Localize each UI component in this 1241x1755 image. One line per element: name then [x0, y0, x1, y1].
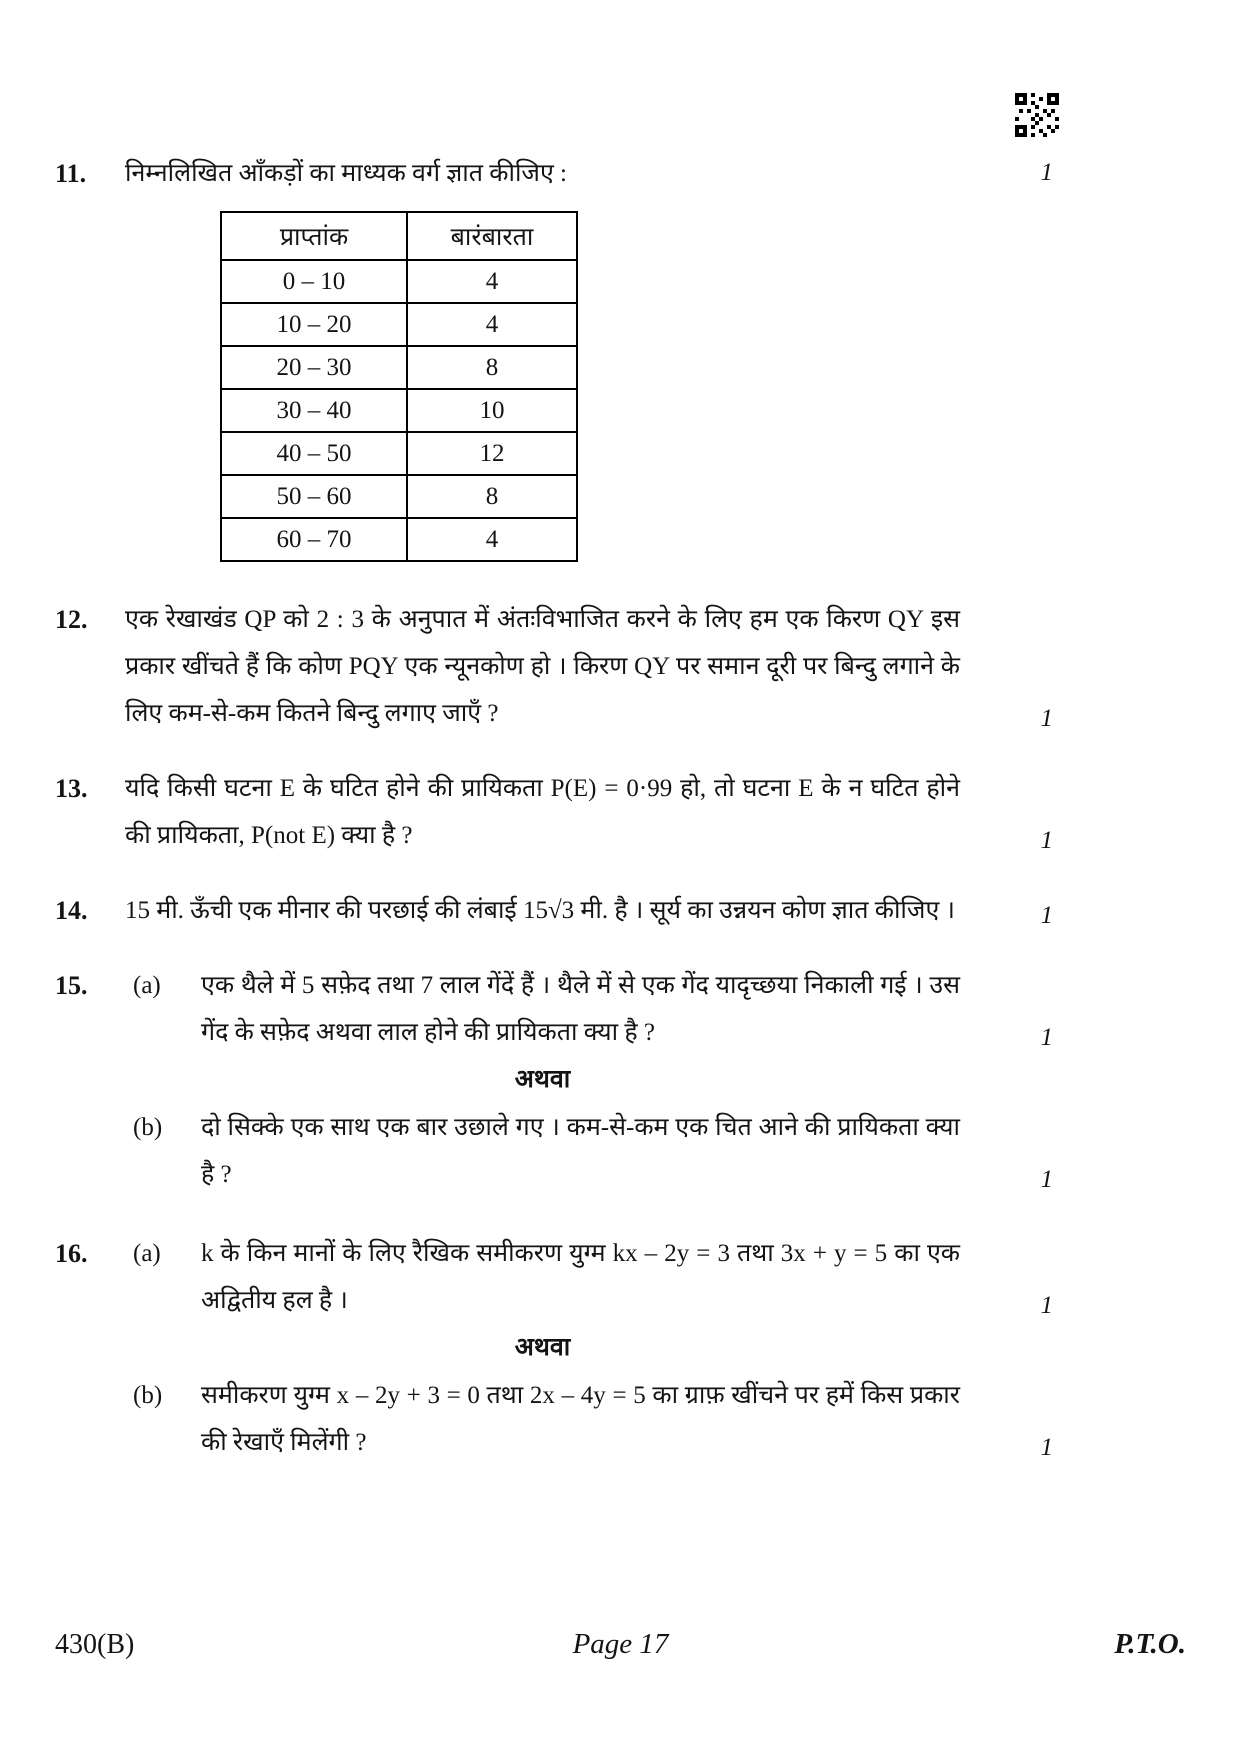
- part-text: k के किन मानों के लिए रैखिक समीकरण युग्म kx – 2y = 3 तथा 3x + y = 5 का एक अद्वितीय हल है ।: [201, 1240, 960, 1314]
- part-text: समीकरण युग्म x – 2y + 3 = 0 तथा 2x – 4y = 5 का ग्राफ़ खींचने पर हमें किस प्रकार की रेखाएँ मिलेंगी ?: [201, 1382, 960, 1456]
- question-part-a: [125, 962, 1055, 1056]
- part-label: (a): [133, 972, 161, 999]
- marks-value: 1: [1040, 159, 1053, 186]
- question-part-b: [125, 1104, 1055, 1198]
- question-16: [55, 1230, 1055, 1470]
- table-row: [221, 260, 577, 303]
- question-14: [55, 887, 1055, 934]
- marks-value: 1: [1040, 1166, 1053, 1193]
- or-separator: अथवा: [514, 1334, 571, 1361]
- table-cell: 4: [407, 518, 577, 561]
- question-text: निम्नलिखित आँकड़ों का माध्यक वर्ग ज्ञात कीजिए :: [125, 160, 567, 187]
- part-label: (a): [133, 1240, 161, 1267]
- table-cell: 12: [407, 432, 577, 475]
- table-row: [221, 475, 577, 518]
- table-cell: 8: [407, 346, 577, 389]
- table-row: [221, 389, 577, 432]
- marks-value: 1: [1040, 827, 1053, 854]
- marks-value: 1: [1040, 705, 1053, 732]
- question-11: [55, 150, 1055, 568]
- table-cell: 40 – 50: [221, 432, 407, 475]
- question-15: [55, 962, 1055, 1202]
- part-text: एक थैले में 5 सफ़ेद तथा 7 लाल गेंदें हैं । थैले में से एक गेंद यादृच्छया निकाली गई । उस गेंद के सफ़ेद अथवा लाल होने की प्रायिकता क्या है ?: [201, 972, 960, 1046]
- or-separator: अथवा: [514, 1066, 571, 1093]
- part-label: (b): [133, 1382, 163, 1409]
- table-cell: 60 – 70: [221, 518, 407, 561]
- marks-value: 1: [1040, 1292, 1053, 1319]
- question-number: 11.: [55, 159, 87, 188]
- question-part-a: [125, 1230, 1055, 1324]
- question-text: 15 मी. ऊँची एक मीनार की परछाई की लंबाई 15√3 मी. है । सूर्य का उन्नयन कोण ज्ञात कीजिए ।: [125, 897, 955, 924]
- question-text: एक रेखाखंड QP को 2 : 3 के अनुपात में अंतःविभाजित करने के लिए हम एक किरण QY इस प्रकार खींचते हैं कि कोण PQY एक न्यूनकोण हो । किरण QY पर समान दूरी पर बिन्दु लगाने के लिए कम-से-कम कितने बिन्दु लगाए जाएँ ?: [125, 606, 960, 727]
- table-cell: 10 – 20: [221, 303, 407, 346]
- table-header-row: [221, 212, 577, 260]
- question-12: [55, 596, 1055, 737]
- question-number: 12.: [55, 605, 88, 634]
- frequency-table: [220, 211, 578, 562]
- question-number: 15.: [55, 971, 88, 1000]
- page-number: Page 17: [572, 1628, 669, 1660]
- table-row: [221, 303, 577, 346]
- marks-value: 1: [1040, 1434, 1053, 1461]
- table-header-cell: बारंबारता: [407, 212, 577, 260]
- table-cell: 4: [407, 303, 577, 346]
- qr-code-icon: [1015, 93, 1059, 137]
- pto-label: P.T.O.: [1114, 1628, 1186, 1660]
- question-number: 16.: [55, 1239, 88, 1268]
- table-row: [221, 432, 577, 475]
- part-text: दो सिक्के एक साथ एक बार उछाले गए । कम-से-कम एक चित आने की प्रायिकता क्या है ?: [201, 1114, 960, 1188]
- table-cell: 8: [407, 475, 577, 518]
- part-label: (b): [133, 1114, 163, 1141]
- question-part-b: [125, 1372, 1055, 1466]
- table-cell: 0 – 10: [221, 260, 407, 303]
- table-cell: 20 – 30: [221, 346, 407, 389]
- questions-area: [55, 150, 1055, 1498]
- marks-value: 1: [1040, 902, 1053, 929]
- question-number: 14.: [55, 896, 88, 925]
- page-footer: [55, 1628, 1186, 1661]
- question-13: [55, 765, 1055, 859]
- table-cell: 30 – 40: [221, 389, 407, 432]
- table-cell: 50 – 60: [221, 475, 407, 518]
- marks-value: 1: [1040, 1024, 1053, 1051]
- table-cell: 10: [407, 389, 577, 432]
- table-row: [221, 518, 577, 561]
- table-header-cell: प्राप्तांक: [221, 212, 407, 260]
- question-text: यदि किसी घटना E के घटित होने की प्रायिकता P(E) = 0·99 हो, तो घटना E के न घटित होने की प्रायिकता, P(not E) क्या है ?: [125, 775, 960, 849]
- table-cell: 4: [407, 260, 577, 303]
- paper-code: 430(B): [55, 1629, 135, 1660]
- question-number: 13.: [55, 774, 88, 803]
- table-row: [221, 346, 577, 389]
